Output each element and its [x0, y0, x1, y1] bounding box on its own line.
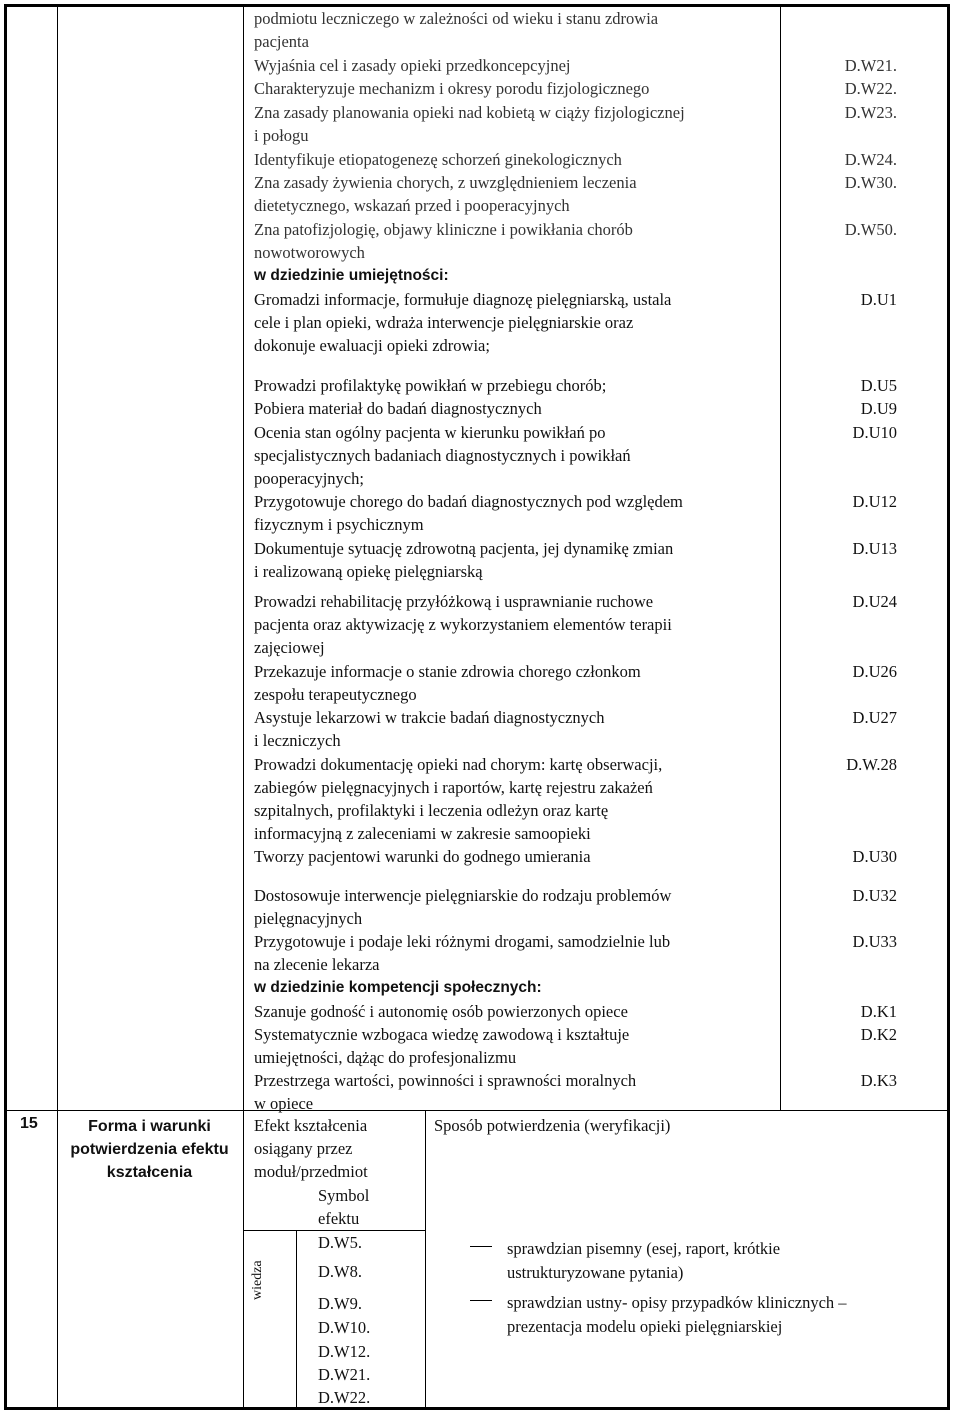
skill-outcome-text: Ocenia stan ogólny pacjenta w kierunku powikłań po — [254, 423, 606, 442]
knowledge-outcome-text: Zna zasady planowania opieki nad kobietą w ciąży fizjologicznej — [254, 103, 685, 122]
effect-symbol: D.W9. — [318, 1294, 362, 1313]
method-line: ustrukturyzowane pytania) — [507, 1263, 684, 1282]
bullet-dash — [470, 1246, 492, 1247]
effect-symbol: D.W10. — [318, 1318, 371, 1337]
knowledge-outcome-text: dietetycznego, wskazań przed i pooperacyjnych — [254, 196, 570, 215]
knowledge-outcome-code: D.W30. — [844, 173, 897, 192]
skill-outcome-text: na zlecenie lekarza — [254, 955, 380, 974]
skill-outcome-text: Prowadzi rehabilitację przyłóżkową i usprawnianie ruchowe — [254, 592, 654, 611]
column-divider — [57, 4, 58, 1410]
social-outcome-text: Szanuje godność i autonomię osób powierzonych opiece — [254, 1002, 628, 1021]
knowledge-outcome-code: D.W21. — [844, 56, 897, 75]
knowledge-outcome-text: pacjenta — [254, 32, 309, 51]
social-outcome-text: Przestrzega wartości, powinności i sprawności moralnych — [254, 1071, 637, 1090]
skill-outcome-text: Przygotowuje i podaje leki różnymi drogami, samodzielnie lub — [254, 932, 671, 951]
bullet-dash — [470, 1300, 492, 1301]
row-divider — [4, 1110, 950, 1111]
effect-header-line: moduł/przedmiot — [254, 1162, 368, 1181]
skill-outcome-code: D.U24 — [852, 592, 897, 611]
social-outcome-code: D.K2 — [860, 1025, 897, 1044]
skill-outcome-text: Dokumentuje sytuację zdrowotną pacjenta, jej dynamikę zmian — [254, 539, 674, 558]
skill-outcome-text: pacjenta oraz aktywizację z wykorzystaniem elementów terapii — [254, 615, 672, 634]
knowledge-outcome-text: i połogu — [254, 126, 309, 145]
skill-outcome-text: Asystuje lekarzowi w trakcie badań diagnostycznych — [254, 708, 605, 727]
section-number: 15 — [20, 1115, 38, 1132]
skill-outcome-text: Przygotowuje chorego do badań diagnostycznych pod względem — [254, 492, 683, 511]
skill-outcome-text: dokonuje ewaluacji opieki zdrowia; — [254, 336, 490, 355]
category-label: wiedza — [250, 1260, 265, 1300]
knowledge-outcome-code: D.W22. — [844, 79, 897, 98]
social-outcome-code: D.K3 — [860, 1071, 897, 1090]
knowledge-outcome-code: D.W24. — [844, 150, 897, 169]
effect-header-line: Efekt kształcenia — [254, 1116, 368, 1135]
method-column-header: Sposób potwierdzenia (weryfikacji) — [434, 1116, 671, 1135]
knowledge-outcome-text: Zna patofizjologię, objawy kliniczne i powikłania chorób — [254, 220, 633, 239]
skill-outcome-code: D.U30 — [852, 847, 897, 866]
skill-outcome-text: cele i plan opieki, wdraża interwencje pielęgniarskie oraz — [254, 313, 634, 332]
effect-header-line: osiągany przez — [254, 1139, 353, 1158]
skill-outcome-text: Prowadzi profilaktykę powikłań w przebiegu chorób; — [254, 376, 607, 395]
skill-outcome-text: pielęgnacyjnych — [254, 909, 363, 928]
skill-outcome-code: D.U27 — [852, 708, 897, 727]
skill-outcome-code: D.U9 — [860, 399, 897, 418]
symbol-header-line: Symbol — [318, 1186, 370, 1205]
social-outcome-text: umiejętności, dążąc do profesjonalizmu — [254, 1048, 517, 1067]
knowledge-outcome-text: Identyfikuje etiopatogenezę schorzeń ginekologicznych — [254, 150, 622, 169]
skill-outcome-code: D.W.28 — [846, 755, 897, 774]
skill-outcome-text: informacyjną z zaleceniami w zakresie samoopieki — [254, 824, 591, 843]
skill-outcome-text: Prowadzi dokumentację opieki nad chorym: kartę obserwacji, — [254, 755, 663, 774]
knowledge-outcome-text: Zna zasady żywienia chorych, z uwzględnieniem leczenia — [254, 173, 637, 192]
skill-outcome-text: Gromadzi informacje, formułuje diagnozę pielęgniarską, ustala — [254, 290, 672, 309]
social-outcome-text: w opiece — [254, 1094, 314, 1113]
knowledge-outcome-code: D.W50. — [844, 220, 897, 239]
social-competence-heading: w dziedzinie kompetencji społecznych: — [254, 979, 542, 996]
social-outcome-text: Systematycznie wzbogaca wiedzę zawodową i kształtuje — [254, 1025, 630, 1044]
knowledge-outcome-text: Charakteryzuje mechanizm i okresy porodu fizjologicznego — [254, 79, 650, 98]
skill-outcome-code: D.U10 — [852, 423, 897, 442]
skill-outcome-code: D.U32 — [852, 886, 897, 905]
column-divider — [296, 1230, 297, 1410]
effect-symbol: D.W8. — [318, 1262, 362, 1281]
column-divider — [425, 1110, 426, 1410]
skill-outcome-code: D.U33 — [852, 932, 897, 951]
skill-outcome-text: fizycznym i psychicznym — [254, 515, 424, 534]
skill-outcome-text: zabiegów pielęgnacyjnych i raportów, kartę rejestru zakażeń — [254, 778, 653, 797]
method-line: prezentacja modelu opieki pielęgniarskiej — [507, 1317, 783, 1336]
effect-symbol: D.W21. — [318, 1365, 371, 1384]
knowledge-outcome-text: Wyjaśnia cel i zasady opieki przedkoncepcyjnej — [254, 56, 571, 75]
skill-outcome-text: pooperacyjnych; — [254, 469, 364, 488]
knowledge-outcome-text: nowotworowych — [254, 243, 365, 262]
skill-outcome-text: zespołu terapeutycznego — [254, 685, 417, 704]
skill-outcome-code: D.U5 — [860, 376, 897, 395]
effect-symbol: D.W22. — [318, 1388, 371, 1407]
skill-outcome-code: D.U26 — [852, 662, 897, 681]
skill-outcome-text: specjalistycznych badaniach diagnostycznych i powikłań — [254, 446, 631, 465]
skill-outcome-code: D.U13 — [852, 539, 897, 558]
section-title: Forma i warunki potwierdzenia efektu kształcenia — [70, 1118, 229, 1181]
skills-heading: w dziedzinie umiejętności: — [254, 267, 449, 284]
effect-symbol: D.W12. — [318, 1342, 371, 1361]
symbol-header-line: efektu — [318, 1209, 360, 1228]
skill-outcome-text: Przekazuje informacje o stanie zdrowia chorego członkom — [254, 662, 641, 681]
skill-outcome-text: szpitalnych, profilaktyki i leczenia odleżyn oraz kartę — [254, 801, 609, 820]
social-outcome-code: D.K1 — [860, 1002, 897, 1021]
skill-outcome-text: i leczniczych — [254, 731, 341, 750]
effect-symbol: D.W5. — [318, 1233, 362, 1252]
column-divider — [243, 4, 244, 1410]
knowledge-outcome-text: podmiotu leczniczego w zależności od wieku i stanu zdrowia — [254, 9, 659, 28]
skill-outcome-text: zajęciowej — [254, 638, 325, 657]
skill-outcome-code: D.U1 — [860, 290, 897, 309]
skill-outcome-text: Dostosowuje interwencje pielęgniarskie do rodzaju problemów — [254, 886, 672, 905]
skill-outcome-text: Pobiera materiał do badań diagnostycznych — [254, 399, 542, 418]
skill-outcome-code: D.U12 — [852, 492, 897, 511]
skill-outcome-text: Tworzy pacjentowi warunki do godnego umierania — [254, 847, 591, 866]
knowledge-outcome-code: D.W23. — [844, 103, 897, 122]
method-line: sprawdzian ustny- opisy przypadków klinicznych – — [507, 1293, 847, 1312]
skill-outcome-text: i realizowaną opiekę pielęgniarską — [254, 562, 483, 581]
method-line: sprawdzian pisemny (esej, raport, krótkie — [507, 1239, 781, 1258]
